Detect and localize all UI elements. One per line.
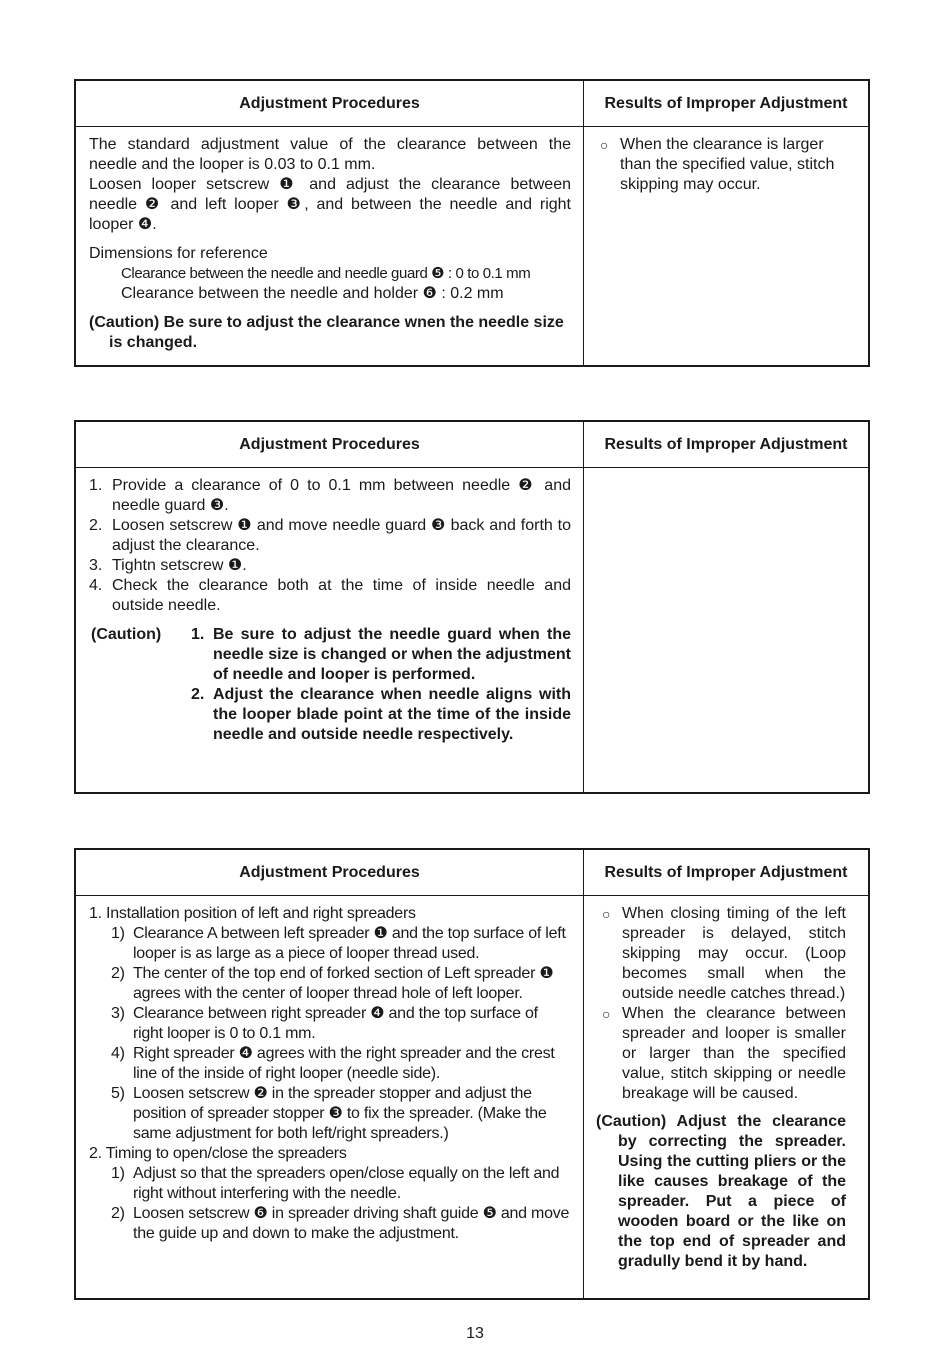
section-1-list [89, 924, 571, 1144]
section-heading: 1. Installation position of left and right spreaders [89, 905, 416, 922]
result-item [600, 904, 846, 1004]
list-item: 1) Adjust so that the spreaders open/close equally on the left and right without interfering with the needle. [111, 1165, 560, 1202]
list-item: 4) Right spreader ❹ agrees with the right spreader and the crest line of the inside of right looper (needle side). [111, 1045, 555, 1082]
caution-item: 2. Adjust the clearance when needle aligns with the looper blade point at the time of the inside needle and outside needle respectively. [191, 686, 571, 743]
section-2-list [89, 1164, 571, 1244]
list-item: 5) Loosen setscrew ❷ in the spreader stopper and adjust the position of spreader stopper ❸ to fix the spreader. (Make the same adjustment for both left/right spreaders.) [111, 1085, 547, 1142]
standard-value-text: The standard adjustment value of the clearance between the needle and the looper is 0.03 to 0.1 mm. [89, 136, 571, 173]
caution-text: (Caution) Be sure to adjust the clearance wnen the needle size is changed. [89, 314, 564, 351]
table-header [76, 81, 868, 127]
procedures-header: Adjustment Procedures [76, 422, 584, 467]
circle-bullet-icon: ○ [600, 137, 609, 153]
procedures-cell [76, 896, 584, 1298]
procedures-header: Adjustment Procedures [76, 850, 584, 895]
caution-label: (Caution) [91, 626, 162, 643]
results-header: Results of Improper Adjustment [604, 94, 848, 112]
list-item: 2. Loosen setscrew ❶ and move needle guard ❸ back and forth to adjust the clearance. [89, 517, 571, 554]
adjustment-table-1 [74, 79, 870, 367]
steps-list [89, 476, 571, 616]
result-text: When closing timing of the left spreader is delayed, stitch skipping may occur. (Loop becomes small when the outside needle catches thread.) [622, 905, 846, 1002]
results-cell [584, 468, 868, 792]
list-item: 1. Provide a clearance of 0 to 0.1 mm between needle ❷ and needle guard ❸. [89, 477, 571, 514]
caution-block [89, 625, 571, 745]
results-cell [584, 896, 868, 1298]
results-cell [584, 127, 868, 365]
list-item: 2) The center of the top end of forked section of Left spreader ❶ agrees with the center of looper thread hole of left looper. [111, 965, 554, 1002]
section-heading: 2. Timing to open/close the spreaders [89, 1145, 347, 1162]
table-header [76, 422, 868, 468]
dimension-needle-guard: Clearance between the needle and needle guard ❺ : 0 to 0.1 mm [121, 265, 531, 282]
list-item: 2) Loosen setscrew ❻ in spreader driving shaft guide ❺ and move the guide up and down to make the adjustment. [111, 1205, 570, 1242]
table-header [76, 850, 868, 896]
dimension-holder: Clearance between the needle and holder ❻ : 0.2 mm [121, 285, 504, 302]
table-body [76, 896, 868, 1298]
table-body [76, 127, 868, 365]
list-item: 4. Check the clearance both at the time of inside needle and outside needle. [89, 577, 571, 614]
procedures-header: Adjustment Procedures [76, 81, 584, 126]
results-header: Results of Improper Adjustment [604, 863, 848, 881]
result-text: When the clearance between spreader and looper is smaller or larger than the specified value, stitch skipping or needle breakage will be caused. [622, 1005, 846, 1102]
table-body [76, 468, 868, 792]
dimensions-title: Dimensions for reference [89, 245, 268, 262]
page-number: 13 [466, 1325, 484, 1342]
circle-bullet-icon: ○ [602, 1006, 611, 1022]
adjustment-table-3 [74, 848, 870, 1300]
loosen-looper-text: Loosen looper setscrew ❶ and adjust the clearance between needle ❷ and left looper ❸, and between the needle and right looper ❹. [89, 176, 571, 233]
result-item [600, 1004, 846, 1104]
results-header: Results of Improper Adjustment [604, 435, 848, 453]
caution-text: (Caution) Adjust the clearance by correcting the spreader. Using the cutting pliers or the like causes breakage of the spreader. Put a piece of wooden board or the like on the top end of spreader and gradully bend it by hand. [596, 1113, 846, 1270]
procedures-cell [76, 468, 584, 792]
list-item: 3) Clearance between right spreader ❹ and the top surface of right looper is 0 to 0.1 mm. [111, 1005, 538, 1042]
adjustment-table-2 [74, 420, 870, 794]
circle-bullet-icon: ○ [602, 906, 611, 922]
procedures-cell [76, 127, 584, 365]
result-item [598, 135, 848, 195]
result-text: When the clearance is larger than the specified value, stitch skipping may occur. [620, 136, 835, 193]
caution-item: 1. Be sure to adjust the needle guard when the needle size is changed or when the adjustment of needle and looper is performed. [191, 626, 571, 683]
list-item: 1) Clearance A between left spreader ❶ and the top surface of left looper is as large as a piece of looper thread used. [111, 925, 566, 962]
list-item: 3. Tightn setscrew ❶. [89, 557, 247, 574]
